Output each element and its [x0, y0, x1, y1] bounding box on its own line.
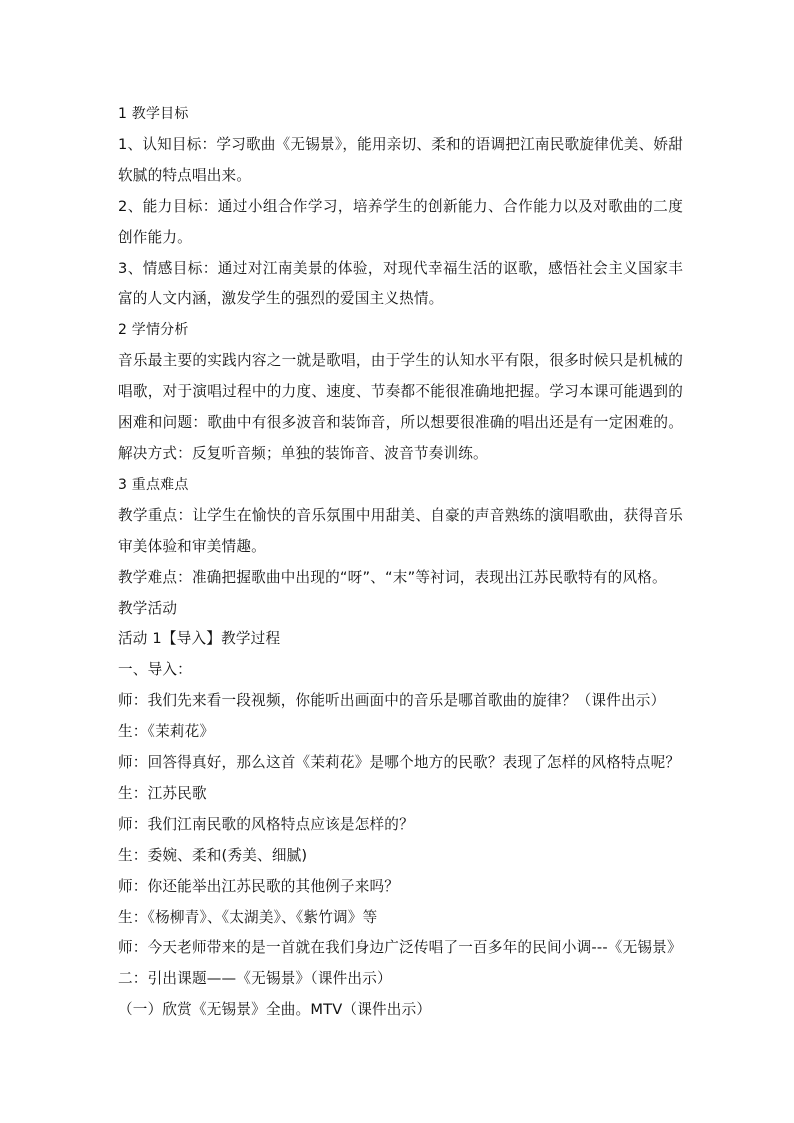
dialogue-line: 师：你还能举出江苏民歌的其他例子来吗？ — [118, 877, 400, 895]
activity-1-heading: 活动 1【导入】教学过程 — [118, 630, 281, 648]
goal-emotion: 3、情感目标：通过对江南美景的体验，对现代幸福生活的讴歌，感悟社会主义国家丰富的人文内涵，激发学生的强烈的爱国主义热情。 — [118, 259, 683, 308]
dialogue-line: 生：江苏民歌 — [118, 784, 207, 802]
intro-heading: 一、导入： — [118, 661, 192, 679]
dialogue-line: 生：委婉、柔和(秀美、细腻) — [118, 846, 308, 864]
section-heading-analysis: 2 学情分析 — [118, 322, 189, 339]
analysis-paragraph: 音乐最主要的实践内容之一就是歌唱，由于学生的认知水平有限，很多时候只是机械的唱歌，对于演唱过程中的力度、速度、节奏都不能很准确地把握。学习本课可能遇到的困难和问题：歌曲中有很多波音和装饰音，所以想要很准确的唱出还是有一定困难的。解决方式：反复听音频；单独的装饰音、波音节奏训练。 — [118, 352, 683, 462]
section-heading-goals: 1 教学目标 — [118, 106, 189, 122]
goal-cognitive: 1、认知目标：学习歌曲《无锡景》，能用亲切、柔和的语调把江南民歌旋律优美、娇甜软腻的特点唱出来。 — [118, 135, 683, 184]
topic-heading: 二：引出课题——《无锡景》（课件出示） — [118, 970, 392, 988]
key-point-paragraph: 教学重点：让学生在愉快的音乐氛围中用甜美、自豪的声音熟练的演唱歌曲，获得音乐审美体验和审美情趣。 — [118, 506, 683, 555]
dialogue-line: 师：我们江南民歌的风格特点应该是怎样的？ — [118, 815, 414, 833]
difficult-point-paragraph: 教学难点：准确把握歌曲中出现的“呀”、“末”等衬词，表现出江苏民歌特有的风格。 — [118, 568, 667, 586]
dialogue-line: 师：我们先来看一段视频，你能听出画面中的音乐是哪首歌曲的旋律？（课件出示） — [118, 692, 666, 710]
section-heading-keypoints: 3 重点难点 — [118, 476, 189, 493]
dialogue-line: 生：《杨柳青》、《太湖美》、《紫竹调》等 — [118, 908, 378, 926]
dialogue-line: 师：今天老师带来的是一首就在我们身边广泛传唱了一百多年的民间小调---《无锡景》 — [118, 939, 682, 957]
goal-ability: 2、能力目标：通过小组合作学习，培养学生的创新能力、合作能力以及对歌曲的二度创作能力。 — [118, 197, 683, 246]
dialogue-line: 师：回答得真好，那么这首《茉莉花》是哪个地方的民歌？表现了怎样的风格特点呢？ — [118, 754, 681, 772]
appreciation-line: （一）欣赏《无锡景》全曲。MTV（课件出示） — [118, 1001, 432, 1019]
section-heading-activities: 教学活动 — [118, 599, 178, 617]
document-body — [118, 99, 683, 1026]
dialogue-line: 生：《茉莉花》 — [118, 723, 215, 741]
